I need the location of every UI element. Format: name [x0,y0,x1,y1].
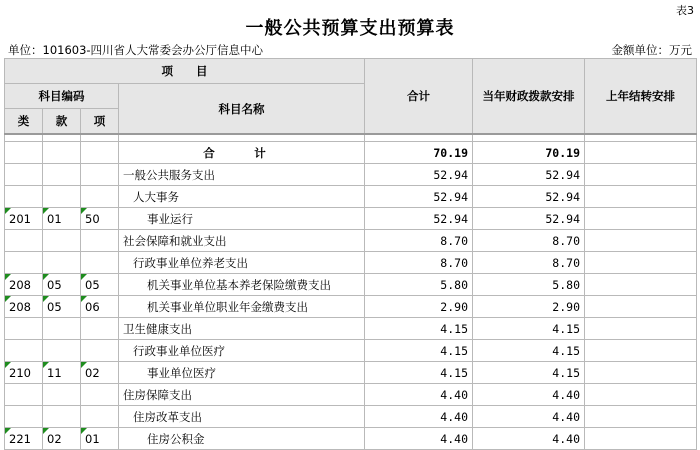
row-xiang [81,252,119,274]
table-row [5,164,697,186]
row-kuan [43,230,81,252]
row-total: 52.94 [365,164,473,186]
row-carryover [585,186,697,208]
row-current: 52.94 [473,186,585,208]
row-carryover [585,230,697,252]
row-kuan [43,384,81,406]
header-code: 科目编码 [5,84,119,109]
row-subject-name: 卫生健康支出 [119,318,365,340]
row-total: 4.40 [365,406,473,428]
row-kuan [43,318,81,340]
row-xiang: 05 [81,274,119,296]
row-lei [5,252,43,274]
row-carryover [585,318,697,340]
unit-label: 单位：101603-四川省人大常委会办公厅信息中心 [8,43,264,57]
row-total: 52.94 [365,208,473,230]
total-label: 合 计 [119,142,365,164]
row-xiang: 50 [81,208,119,230]
table-row [5,384,697,406]
table-number: 表3 [676,4,694,17]
row-carryover [585,274,697,296]
row-total: 4.40 [365,428,473,450]
row-subject-name: 一般公共服务支出 [119,164,365,186]
total-xiang [81,142,119,164]
row-current: 4.40 [473,384,585,406]
row-lei [5,186,43,208]
row-xiang [81,406,119,428]
row-carryover [585,296,697,318]
row-xiang [81,164,119,186]
row-lei [5,406,43,428]
table-row [5,362,697,384]
row-lei [5,164,43,186]
row-current: 8.70 [473,252,585,274]
row-lei: 221 [5,428,43,450]
header-carryover: 上年结转安排 [585,59,697,135]
header-divider [5,134,697,142]
table-row [5,274,697,296]
amount-unit-label: 金额单位：万元 [611,43,692,57]
row-total: 52.94 [365,186,473,208]
row-kuan: 11 [43,362,81,384]
row-current: 5.80 [473,274,585,296]
table-body [5,134,697,450]
row-kuan: 05 [43,274,81,296]
row-total: 2.90 [365,296,473,318]
total-row [5,142,697,164]
row-lei [5,318,43,340]
table-row [5,230,697,252]
row-current: 4.15 [473,318,585,340]
row-lei: 210 [5,362,43,384]
row-subject-name: 事业运行 [119,208,365,230]
row-lei [5,384,43,406]
row-carryover [585,340,697,362]
table-row [5,340,697,362]
row-current: 4.40 [473,428,585,450]
row-subject-name: 行政事业单位医疗 [119,340,365,362]
table-row [5,318,697,340]
row-total: 4.15 [365,340,473,362]
row-total: 4.40 [365,384,473,406]
row-subject-name: 住房改革支出 [119,406,365,428]
row-total: 5.80 [365,274,473,296]
row-subject-name: 社会保障和就业支出 [119,230,365,252]
row-total: 8.70 [365,230,473,252]
row-total: 8.70 [365,252,473,274]
row-xiang: 01 [81,428,119,450]
row-kuan [43,406,81,428]
row-xiang [81,318,119,340]
row-kuan [43,164,81,186]
total-lei [5,142,43,164]
row-carryover [585,208,697,230]
row-kuan [43,252,81,274]
header-kuan: 款 [43,109,81,135]
row-kuan: 05 [43,296,81,318]
row-lei [5,340,43,362]
row-carryover [585,406,697,428]
table-row [5,186,697,208]
row-subject-name: 机关事业单位职业年金缴费支出 [119,296,365,318]
row-subject-name: 事业单位医疗 [119,362,365,384]
row-carryover [585,252,697,274]
table-row [5,428,697,450]
row-lei: 208 [5,296,43,318]
row-subject-name: 住房公积金 [119,428,365,450]
row-current: 4.15 [473,362,585,384]
header-total: 合计 [365,59,473,135]
row-current: 2.90 [473,296,585,318]
row-current: 4.15 [473,340,585,362]
row-current: 8.70 [473,230,585,252]
table-row [5,208,697,230]
row-kuan [43,340,81,362]
header-lei: 类 [5,109,43,135]
row-current: 4.40 [473,406,585,428]
row-total: 4.15 [365,318,473,340]
header-item: 项 目 [5,59,365,84]
row-xiang [81,230,119,252]
total-current: 70.19 [473,142,585,164]
page-title: 一般公共预算支出预算表 [245,18,455,39]
row-current: 52.94 [473,208,585,230]
row-xiang: 02 [81,362,119,384]
row-subject-name: 人大事务 [119,186,365,208]
header-current-year: 当年财政拨款安排 [473,59,585,135]
row-xiang: 06 [81,296,119,318]
total-carryover [585,142,697,164]
row-kuan: 02 [43,428,81,450]
table-row [5,406,697,428]
row-kuan: 01 [43,208,81,230]
table-row [5,296,697,318]
row-xiang [81,340,119,362]
row-lei: 201 [5,208,43,230]
row-lei [5,230,43,252]
row-current: 52.94 [473,164,585,186]
row-subject-name: 住房保障支出 [119,384,365,406]
row-total: 4.15 [365,362,473,384]
row-carryover [585,362,697,384]
row-subject-name: 机关事业单位基本养老保险缴费支出 [119,274,365,296]
table-row [5,252,697,274]
total-kuan [43,142,81,164]
table-header [5,59,697,135]
row-carryover [585,164,697,186]
budget-table [4,58,697,450]
row-kuan [43,186,81,208]
header-name: 科目名称 [119,84,365,135]
total-total: 70.19 [365,142,473,164]
header-xiang: 项 [81,109,119,135]
row-lei: 208 [5,274,43,296]
row-subject-name: 行政事业单位养老支出 [119,252,365,274]
row-carryover [585,384,697,406]
row-xiang [81,384,119,406]
row-carryover [585,428,697,450]
row-xiang [81,186,119,208]
